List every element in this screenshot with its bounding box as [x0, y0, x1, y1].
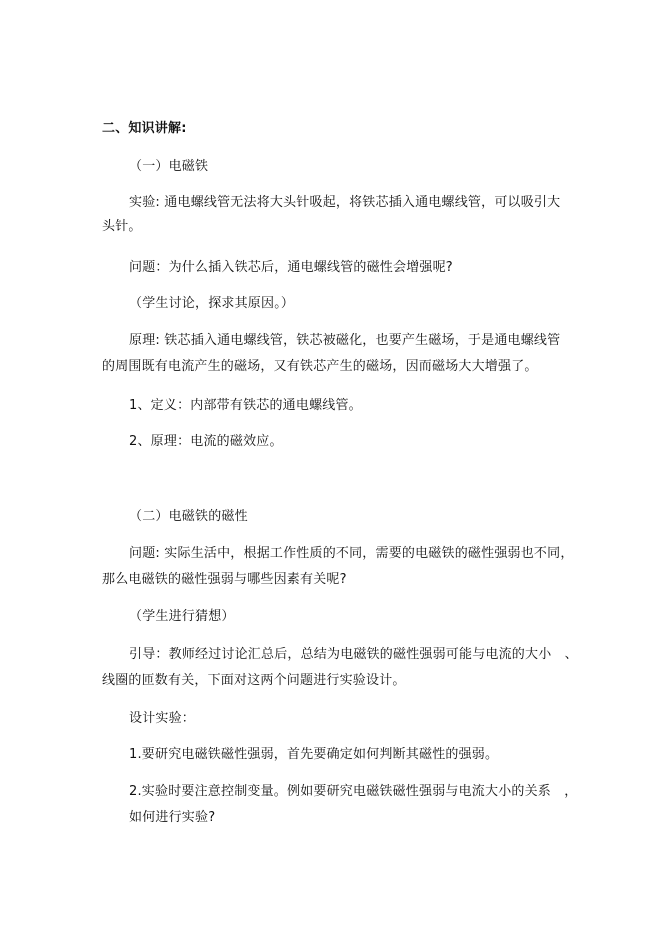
principle-line-2: 的周围既有电流产生的磁场，又有铁芯产生的磁场，因而磁场大大增强了。: [102, 359, 538, 374]
subsection-heading-electromagnet: （一）电磁铁: [129, 159, 209, 174]
step2-line-2: 如何进行实验?: [129, 810, 216, 825]
guess-line: （学生进行猜想）: [129, 609, 235, 624]
design-title: 设计实验：: [129, 711, 196, 726]
question2-line-1: 问题: 实际生活中，根据工作性质的不同，需要的电磁铁的磁性强弱也不同，: [129, 546, 574, 561]
principle-line-1: 原理: 铁芯插入通电螺线管，铁芯被磁化，也要产生磁场，于是通电螺线管: [129, 333, 561, 348]
step2-line-1: 2.实验时要注意控制变量。例如要研究电磁铁磁性强弱与电流大小的关系 ，: [129, 784, 578, 799]
step1-line: 1.要研究电磁铁磁性强弱，首先要确定如何判断其磁性的强弱。: [129, 747, 499, 762]
question2-line-2: 那么电磁铁的磁性强弱与哪些因素有关呢?: [102, 572, 347, 587]
subsection-heading-magnetism: （二）电磁铁的磁性: [129, 509, 248, 524]
definition-line: 1、定义：内部带有铁芯的通电螺线管。: [129, 398, 362, 413]
section-heading: 二、知识讲解:: [102, 121, 187, 136]
experiment-line-2: 头针。: [102, 219, 142, 234]
discussion-line: （学生讨论，探求其原因。）: [129, 296, 295, 311]
principle-point-line: 2、原理：电流的磁效应。: [129, 434, 283, 449]
experiment-line-1: 实验: 通电螺线管无法将大头针吸起，将铁芯插入通电螺线管，可以吸引大: [129, 195, 561, 210]
question-line: 问题：为什么插入铁芯后，通电螺线管的磁性会增强呢?: [129, 260, 453, 275]
guide-line-1: 引导：教师经过讨论汇总后，总结为电磁铁的磁性强弱可能与电流的大小 、: [129, 647, 578, 662]
guide-line-2: 线圈的匝数有关，下面对这两个问题进行实验设计。: [102, 673, 406, 688]
